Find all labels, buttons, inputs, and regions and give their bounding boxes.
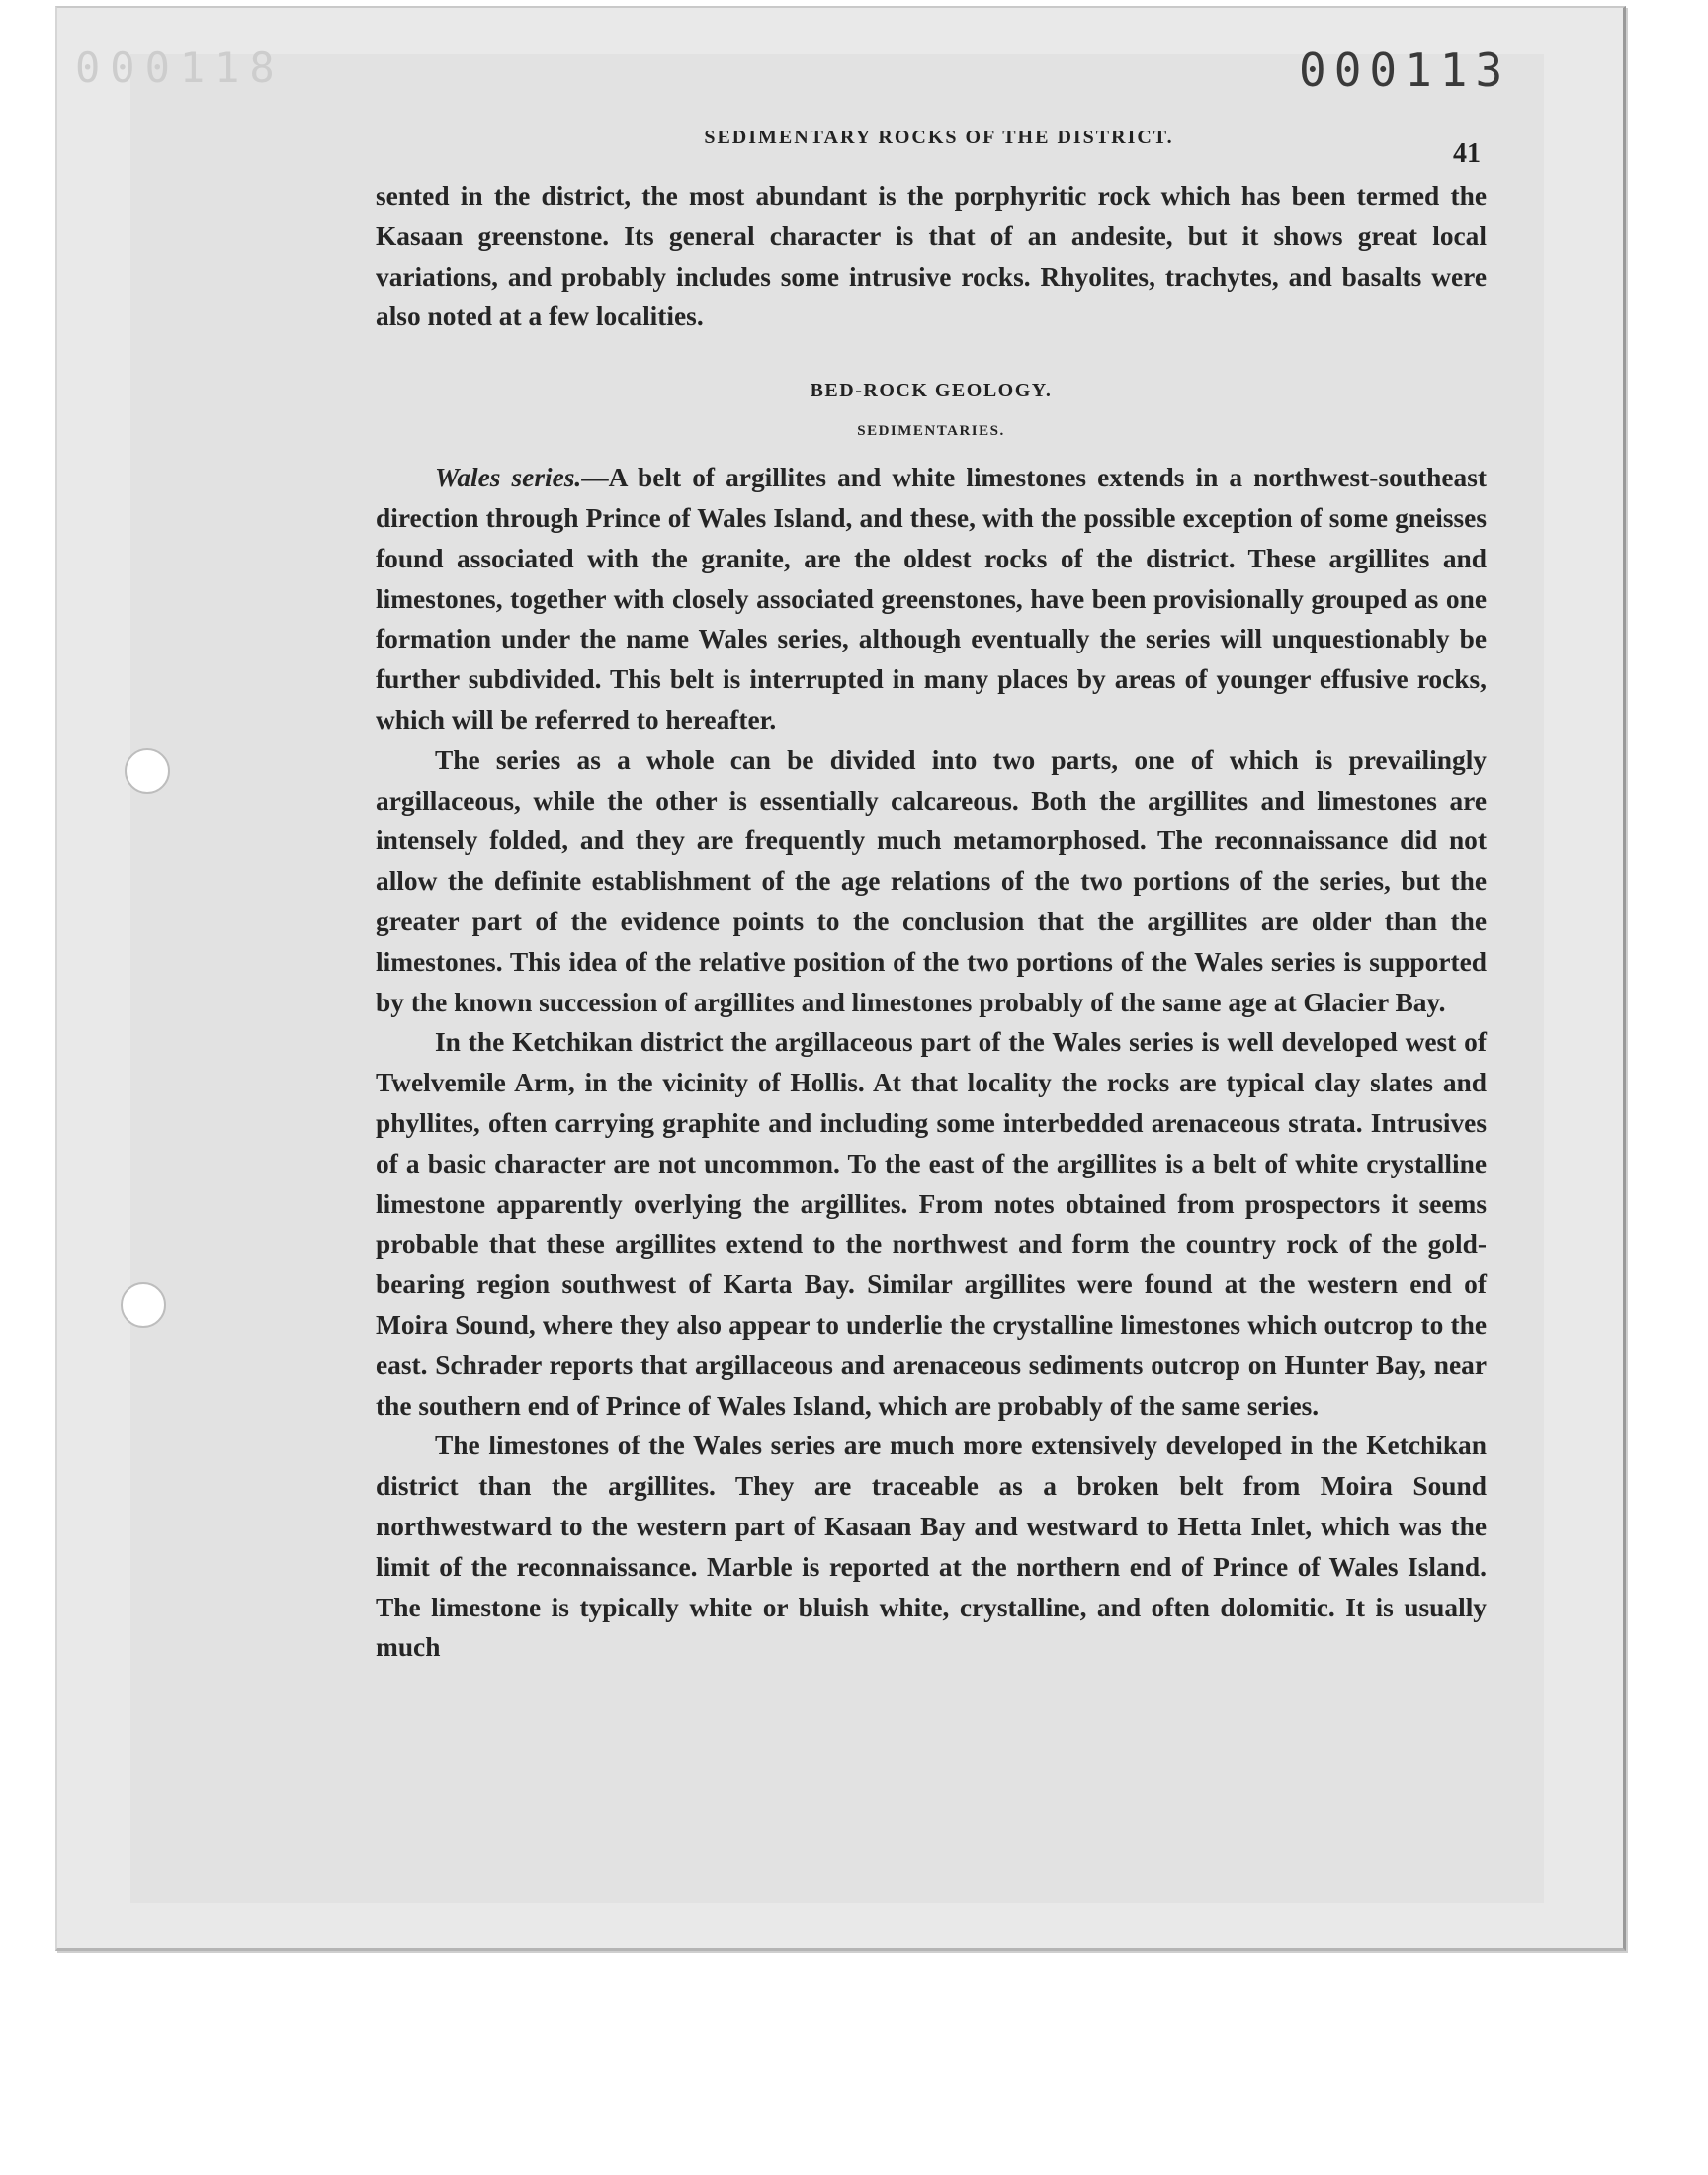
wales-series-text: —A belt of argillites and white limestones extends in a northwest-southeast direction through Prince of Wales Island, and these, with the possible exception of some gneisses found associated with the granite, are the oldest rocks of the district. These argillites and limestones, together with closely associated greenstones, have been provisionally grouped as one formation under the name Wales series, although eventually the series will unquestionably be further subdivided. This belt is interrupted in many places by areas of younger effusive rocks, which will be referred to hereafter.	[376, 463, 1488, 735]
subsection-heading: SEDIMENTARIES.	[857, 423, 1005, 440]
ketchikan-argillites-paragraph: In the Ketchikan district the argillaceous part of the Wales series is well developed west of Twelvemile Arm, in the vicinity of Hollis. At that locality the rocks are typical clay slates and phyllites, often carrying graphite and including some interbedded arenaceous strata. Intrusives of a basic character are not uncommon. To the east of the argillites is a belt of white crystalline limestone apparently overlying the argillites. From notes obtained from prospectors it seems probable that these argillites extend to the northwest and form the country rock of the gold-bearing region southwest of Karta Bay. Similar argillites were found at the western end of Moira Sound, where they also appear to underlie the crystalline limestones which outcrop to the east. Schrader reports that argillaceous and arenaceous sediments outcrop on Hunter Bay, near the southern end of Prince of Wales Island, which are probably of the same series.	[376, 1027, 1487, 1421]
document-stamp-number: 000113	[1299, 44, 1511, 97]
wales-series-paragraph	[376, 458, 1487, 740]
section-heading: BED-ROCK GEOLOGY.	[810, 380, 1053, 402]
series-division-paragraph: The series as a whole can be divided into two parts, one of which is prevailingly argillaceous, while the other is essentially calcareous. Both the argillites and limestones are intensely folded, and they are frequently much metamorphosed. The reconnaissance did not allow the definite establishment of the age relations of the two portions of the series, but the greater part of the evidence points to the conclusion that the argillites are older than the limestones. This idea of the relative position of the two portions of the Wales series is supported by the known succession of argillites and limestones probably of the same age at Glacier Bay.	[376, 744, 1487, 1017]
limestones-paragraph: The limestones of the Wales series are much more extensively developed in the Ketchikan district than the argillites. They are traceable as a broken belt from Moira Sound northwestward to the western part of Kasaan Bay and westward to Hetta Inlet, which was the limit of the reconnaissance. Marble is reported at the northern end of Prince of Wales Island. The limestone is typically white or bluish white, crystalline, and often dolomitic. It is usually much	[376, 1431, 1487, 1663]
running-head: SEDIMENTARY ROCKS OF THE DISTRICT.	[704, 127, 1174, 148]
body-text	[376, 176, 1487, 1668]
page-number: 41	[1453, 138, 1481, 169]
punch-hole-lower	[121, 1282, 166, 1328]
intro-paragraph: sented in the district, the most abundant is the porphyritic rock which has been termed the Kasaan greenstone. Its general character is that of an andesite, but it shows great local variations, and probably includes some intrusive rocks. Rhyolites, trachytes, and basalts were also noted at a few localities.	[376, 181, 1487, 332]
wales-series-runin: Wales series.	[435, 463, 582, 493]
faded-ghost-stamp: 000118	[75, 44, 285, 92]
punch-hole-upper	[125, 748, 170, 794]
